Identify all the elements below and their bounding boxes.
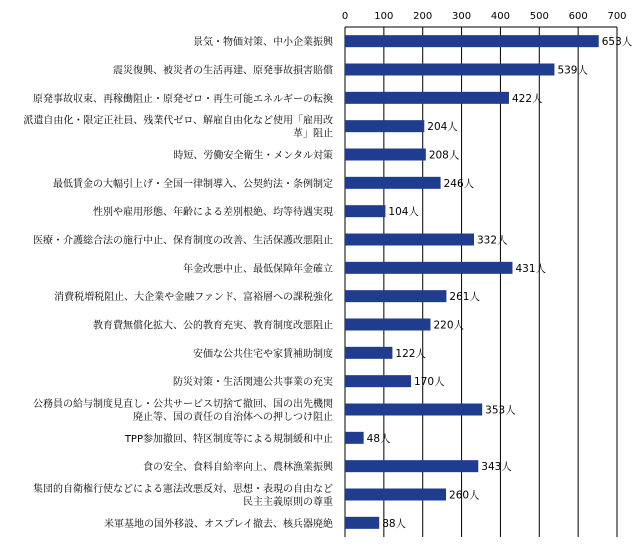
- category-label: 集団的自衛権行使などによる憲法改悪反対、思想・表現の自由など民主主義原則の尊重: [33, 484, 333, 508]
- data-label: 208人: [428, 149, 460, 162]
- bar: [345, 517, 379, 529]
- x-tick-label: 100: [374, 11, 394, 22]
- category-label: TPP参加撤回、特区制度等による規制緩和中止: [124, 433, 333, 445]
- bar: [345, 64, 554, 76]
- category-label: 最低賃金の大幅引上げ・全国一律制導入、公契約法・条例制定: [53, 178, 333, 190]
- bar: [345, 234, 474, 246]
- x-tick-label: 400: [490, 11, 510, 22]
- bar: [345, 205, 385, 217]
- category-label: 性別や雇用形態、年齢による差別根絶、均等待遇実現: [93, 207, 333, 219]
- data-label: 261人: [449, 291, 480, 304]
- category-label: 食の安全、食料自給率向上、農林漁業振興: [143, 462, 333, 474]
- bar: [345, 347, 392, 359]
- bar: [345, 92, 509, 104]
- bar: [345, 404, 482, 416]
- x-tick-label: 700: [607, 11, 627, 22]
- data-label: 422人: [511, 92, 543, 105]
- data-label: 88人: [382, 517, 407, 530]
- data-label: 170人: [414, 376, 445, 389]
- bar: [345, 262, 512, 274]
- category-label: 安価な公共住宅や家賃補助制度: [193, 348, 333, 360]
- bar: [345, 375, 411, 387]
- x-tick-label: 0: [341, 11, 349, 22]
- x-tick-label: 500: [529, 11, 549, 22]
- data-label: 353人: [485, 404, 516, 417]
- data-label: 204人: [427, 121, 458, 134]
- category-label: 時短、労働安全衛生・メンタル対策: [173, 150, 333, 162]
- data-label: 431人: [515, 262, 547, 275]
- data-label: 220人: [433, 319, 465, 332]
- bar: [345, 35, 599, 47]
- category-label: 医療・介護総合法の施行中止、保育制度の改善、生活保護改悪阻止: [33, 235, 333, 247]
- category-label: 教育費無償化拡大、公的教育充実、教育制度改悪阻止: [93, 320, 333, 332]
- data-label: 653人: [601, 36, 633, 49]
- bar: [345, 460, 478, 472]
- data-label: 246人: [443, 177, 475, 190]
- category-label: 震災復興、被災者の生活再建、原発事故損害賠償: [113, 65, 333, 77]
- bar: [345, 149, 426, 161]
- bar: [345, 432, 364, 444]
- bar: [345, 120, 424, 132]
- data-label: 332人: [477, 234, 508, 247]
- bar: [345, 290, 446, 302]
- x-tick-label: 300: [452, 11, 472, 22]
- category-label: 派遣自由化・限定正社員、残業代ゼロ、解雇自由化など使用「雇用改革」阻止: [23, 115, 333, 140]
- data-label: 48人: [366, 432, 391, 445]
- category-label: 原発事故収束、再稼働阻止・原発ゼロ・再生可能エネルギーの転換: [33, 93, 333, 105]
- data-label: 122人: [395, 347, 426, 360]
- data-label: 104人: [388, 206, 419, 219]
- bar: [345, 177, 441, 189]
- data-label: 539人: [557, 64, 588, 77]
- category-label: 米軍基地の国外移設、オスプレイ撤去、核兵器廃絶: [104, 518, 333, 530]
- bar: [345, 489, 446, 501]
- category-label: 防災対策・生活関連公共事業の充実: [173, 377, 333, 389]
- category-label: 消費税増税阻止、大企業や金融ファンド、富裕層への課税強化: [54, 292, 333, 304]
- bar: [345, 319, 430, 331]
- category-label: 景気・物価対策、中小企業振興: [193, 37, 333, 49]
- x-tick-label: 200: [413, 11, 433, 22]
- data-label: 260人: [449, 489, 480, 502]
- x-tick-label: 600: [568, 11, 588, 22]
- category-label: 年金改悪中止、最低保障年金確立: [183, 263, 333, 275]
- category-label: 公務員の給与制度見直し・公共サービス切捨て撤回、国の出先機関廃止等、国の責任の自治体への押しつけ阻止: [33, 399, 333, 423]
- data-label: 343人: [481, 461, 512, 474]
